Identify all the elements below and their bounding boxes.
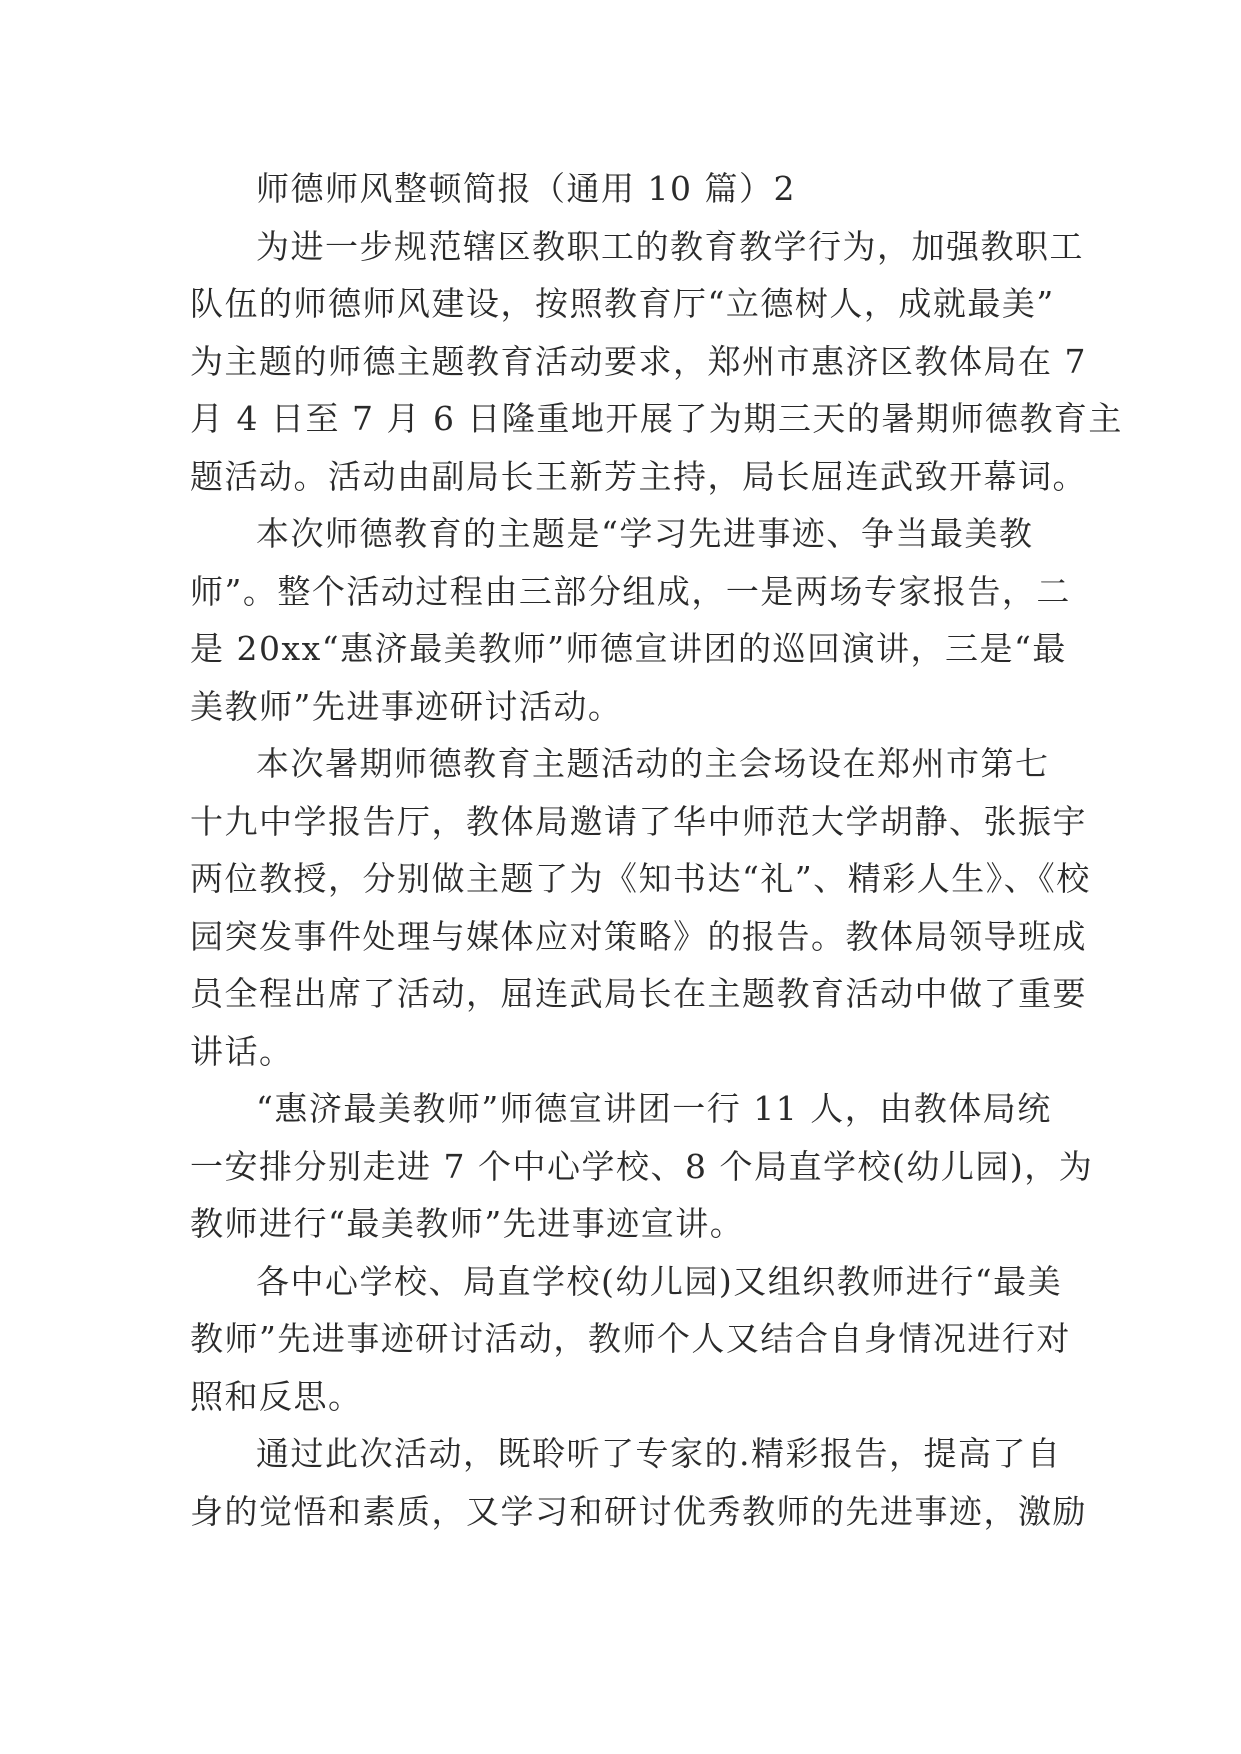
paragraph-1 (190, 218, 1123, 506)
paragraph-line: 讲话。 (190, 1031, 294, 1071)
paragraph-line: 十九中学报告厅，教体局邀请了华中师范大学胡静、张振宇 (190, 801, 1087, 841)
paragraph-line: 本次师德教育的主题是“学习先进事迹、争当最美教 (256, 514, 1034, 553)
paragraph-5 (190, 1253, 1070, 1426)
paragraph-line: 为进一步规范辖区教职工的教育教学行为，加强教职工 (256, 226, 1084, 266)
paragraph-line: 身的觉悟和素质，又学习和研讨优秀教师的先进事迹，激励 (190, 1491, 1087, 1531)
paragraph-4 (190, 1080, 1094, 1253)
paragraph-2 (190, 505, 1070, 735)
paragraph-line: 一安排分别走进 7 个中心学校、8 个局直学校(幼儿园)，为 (190, 1146, 1094, 1186)
paragraph-line: 两位教授，分别做主题了为《知书达“礼”、精彩人生》、《校 (190, 859, 1091, 898)
paragraph-line: 师”。整个活动过程由三部分组成，一是两场专家报告，二 (190, 571, 1071, 611)
paragraph-line: 美教师”先进事迹研讨活动。 (190, 686, 623, 726)
paragraph-line: 月 4 日至 7 月 6 日隆重地开展了为期三天的暑期师德教育主 (190, 399, 1123, 438)
document-title: 师德师风整顿简报（通用 10 篇）2 (256, 169, 796, 208)
paragraph-line: 教师”先进事迹研讨活动，教师个人又结合自身情况进行对 (190, 1319, 1071, 1358)
paragraph-line: “惠济最美教师”师德宣讲团一行 11 人，由教体局统 (256, 1089, 1052, 1128)
paragraph-line: 本次暑期师德教育主题活动的主会场设在郑州市第七 (256, 744, 1050, 783)
paragraph-line: 照和反思。 (190, 1376, 363, 1416)
paragraph-3 (190, 735, 1091, 1080)
paragraph-line: 教师进行“最美教师”先进事迹宣讲。 (190, 1204, 745, 1243)
paragraph-line: 各中心学校、局直学校(幼儿园)又组织教师进行“最美 (256, 1261, 1063, 1301)
paragraph-line: 为主题的师德主题教育活动要求，郑州市惠济区教体局在 7 (190, 341, 1087, 381)
paragraph-line: 队伍的师德师风建设，按照教育厅“立德树人，成就最美” (190, 284, 1055, 323)
paragraph-line: 员全程出席了活动，屈连武局长在主题教育活动中做了重要 (190, 974, 1087, 1013)
paragraph-line: 题活动。活动由副局长王新芳主持，局长屈连武致开幕词。 (190, 456, 1087, 496)
paragraph-line: 通过此次活动，既聆听了专家的.精彩报告，提高了自 (256, 1434, 1062, 1473)
paragraph-6 (190, 1425, 1087, 1540)
paragraph-line: 是 20xx“惠济最美教师”师德宣讲团的巡回演讲，三是“最 (190, 629, 1067, 668)
paragraph-line: 园突发事件处理与媒体应对策略》的报告。教体局领导班成 (190, 916, 1087, 956)
document-body (190, 160, 1123, 1540)
